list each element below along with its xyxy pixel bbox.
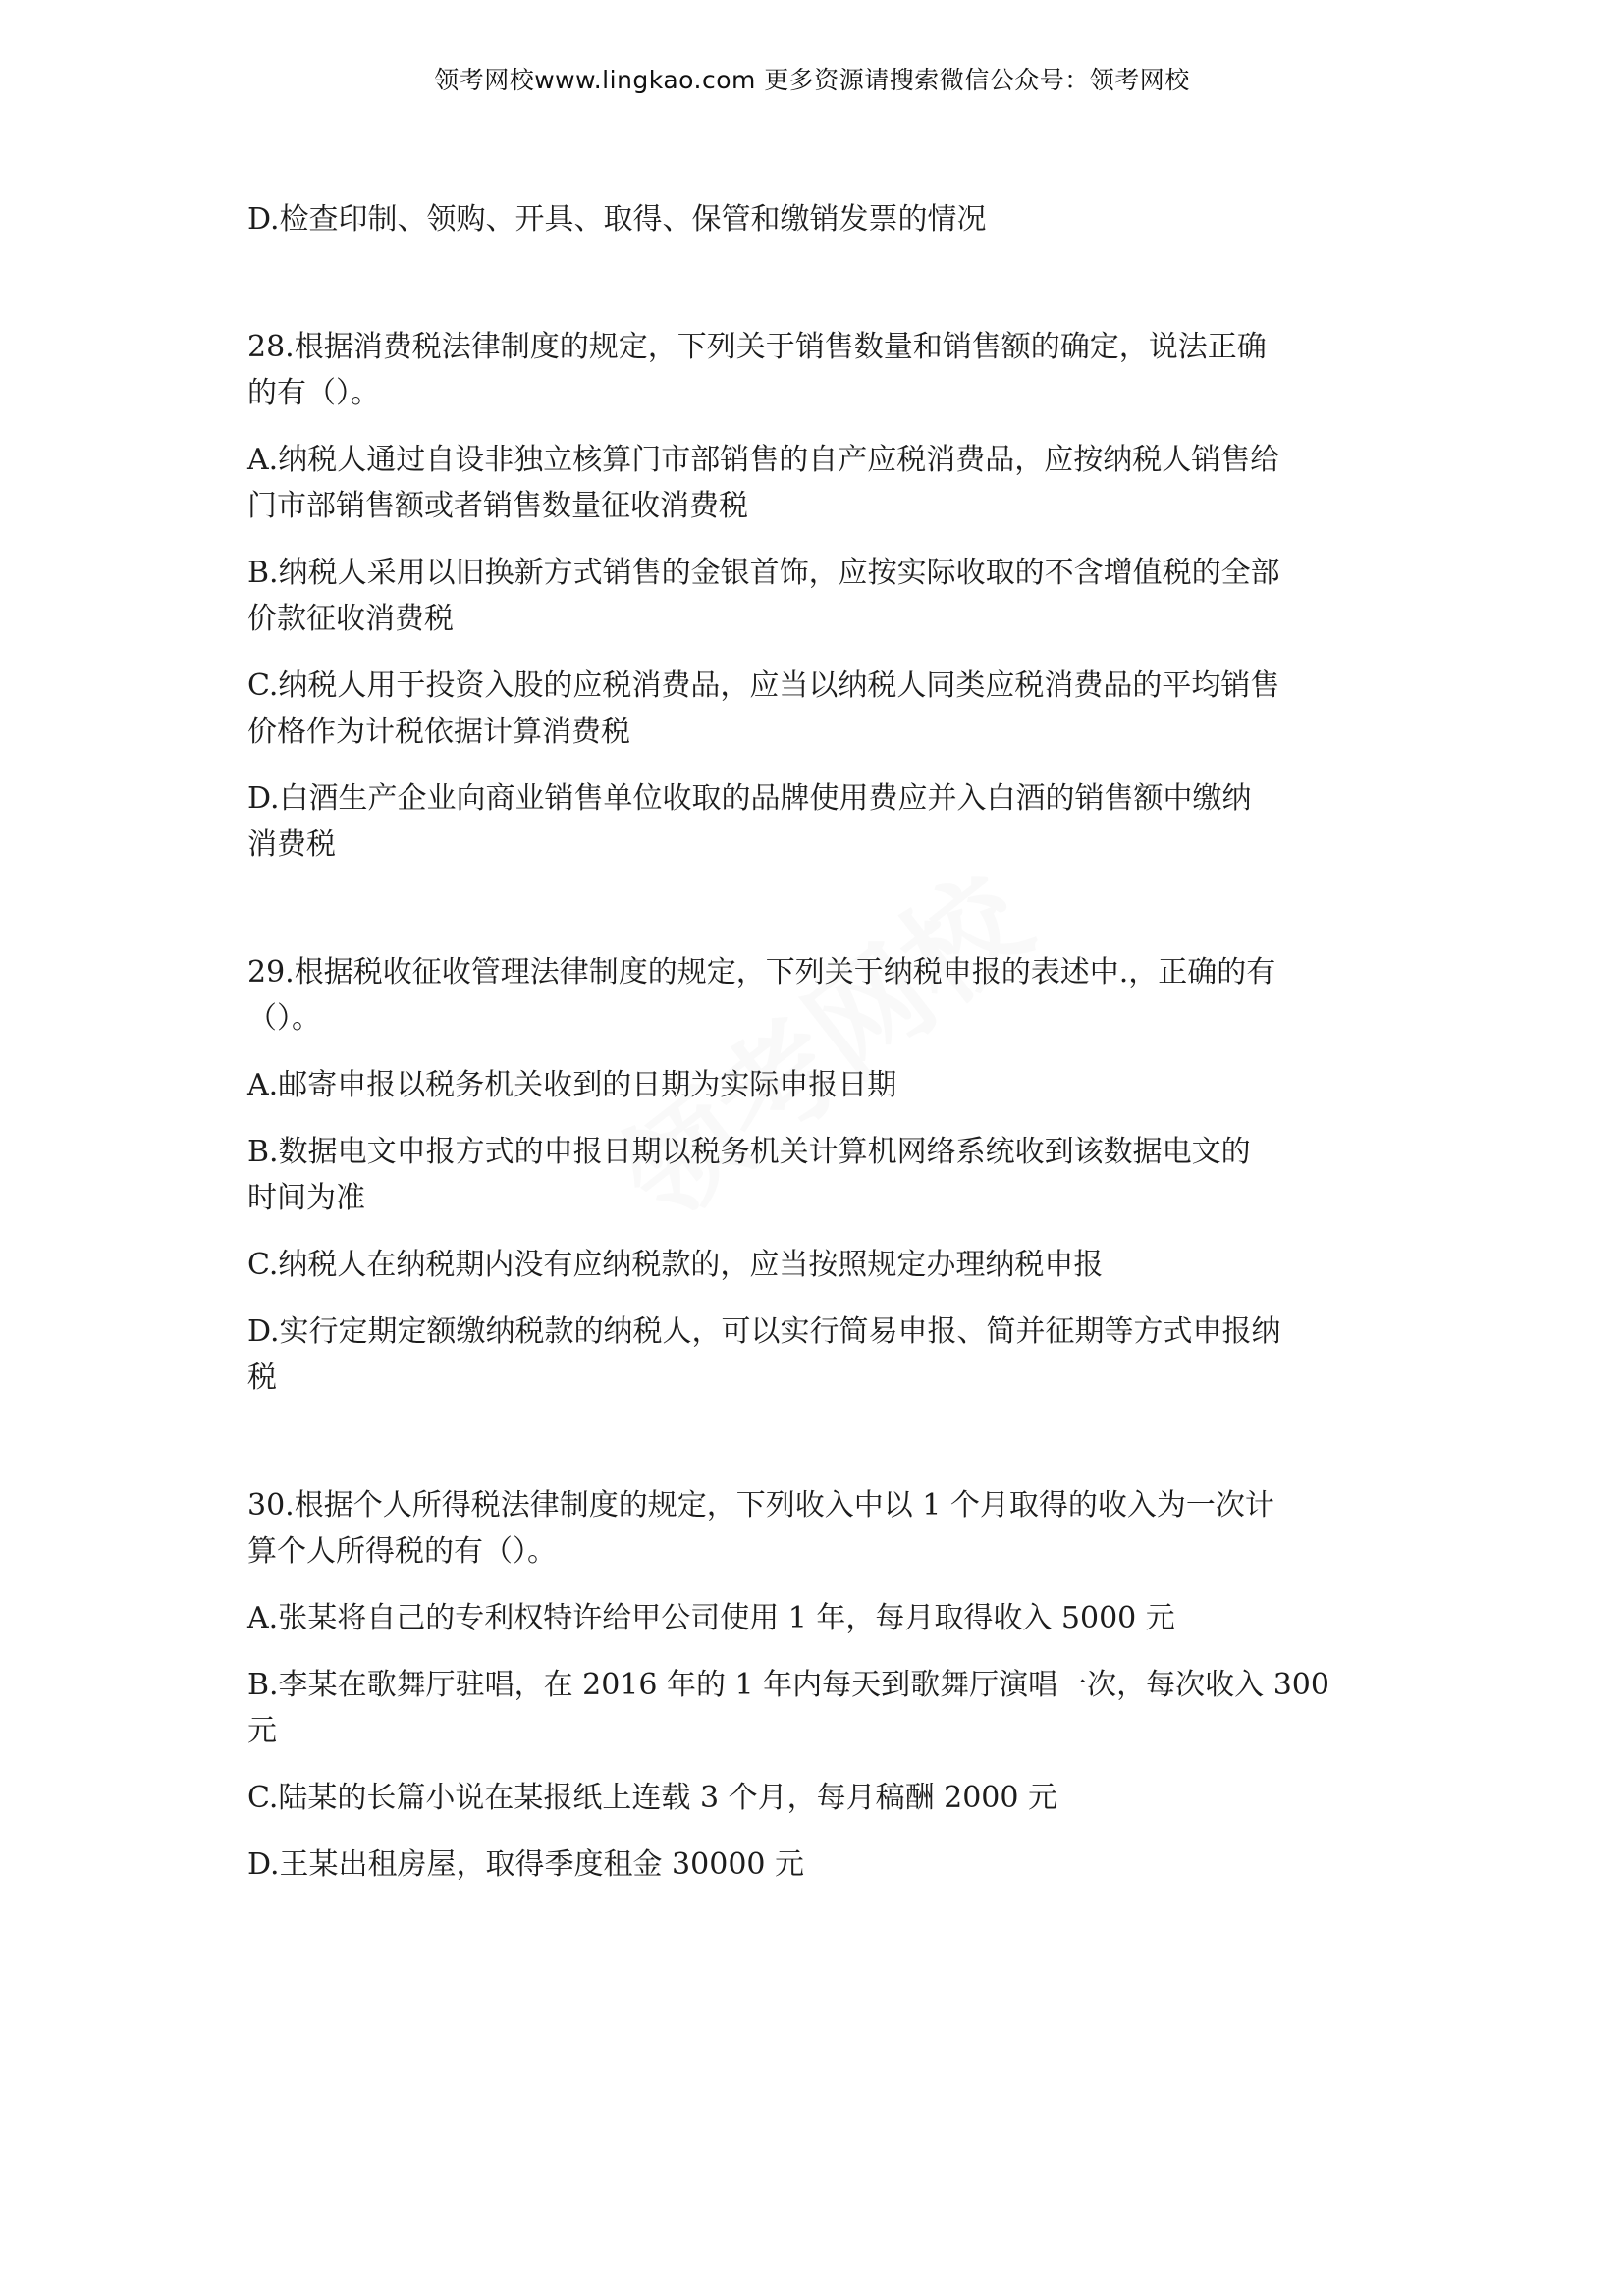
q29-option-d-line1: D.实行定期定额缴纳税款的纳税人，可以实行简易申报、简并征期等方式申报纳 [247,1314,1281,1349]
q29-option-c [247,1242,1391,1288]
q28-option-c-line2: 价格作为计税依据计算消费税 [247,715,630,749]
q28-option-a-line2: 门市部销售额或者销售数量征收消费税 [247,489,748,523]
page-header: 领考网校www.lingkao.com 更多资源请搜索微信公众号：领考网校 [434,66,1190,94]
q28-stem-line2: 的有（）。 [247,376,380,410]
q29-option-a-line: A.邮寄申报以税务机关收到的日期为实际申报日期 [247,1068,897,1102]
q30-option-b-line1: B.李某在歌舞厅驻唱，在 2016 年的 1 年内每天到歌舞厅演唱一次，每次收入 300 [247,1668,1329,1702]
q29-option-d [247,1308,1391,1401]
q30-option-d [247,1842,1391,1888]
q28-option-b [247,550,1391,642]
q28-option-b-line1: B.纳税人采用以旧换新方式销售的金银首饰，应按实际收取的不含增值税的全部 [247,556,1280,590]
q30-option-c-line: C.陆某的长篇小说在某报纸上连载 3 个月，每月稿酬 2000 元 [247,1781,1057,1815]
question-27-tail [247,196,1391,242]
q29-option-d-line2: 税 [247,1361,277,1395]
q28-stem-line1: 28.根据消费税法律制度的规定，下列关于销售数量和销售额的确定，说法正确 [247,330,1267,364]
q28-option-d-line2: 消费税 [247,828,336,862]
q29-option-b-line2: 时间为准 [247,1181,365,1215]
q30-option-c [247,1775,1391,1821]
q30-stem-line1: 30.根据个人所得税法律制度的规定，下列收入中以 1 个月取得的收入为一次计 [247,1488,1274,1522]
q30-option-d-line: D.王某出租房屋，取得季度租金 30000 元 [247,1847,805,1882]
q29-option-c-line: C.纳税人在纳税期内没有应纳税款的，应当按照规定办理纳税申报 [247,1248,1104,1282]
q27-option-d: D.检查印制、领购、开具、取得、保管和缴销发票的情况 [247,202,987,237]
q29-option-b-line1: B.数据电文申报方式的申报日期以税务机关计算机网络系统收到该数据电文的 [247,1135,1251,1169]
q28-option-b-line2: 价款征收消费税 [247,602,454,636]
q30-option-a [247,1595,1391,1641]
q30-option-a-line: A.张某将自己的专利权特许给甲公司使用 1 年，每月取得收入 5000 元 [247,1601,1175,1635]
q28-option-a [247,437,1391,529]
question-content [247,196,1391,1888]
question-28 [247,324,1391,868]
q28-option-c-line1: C.纳税人用于投资入股的应税消费品，应当以纳税人同类应税消费品的平均销售 [247,668,1280,703]
q30-option-b-line2: 元 [247,1714,277,1748]
q28-option-a-line1: A.纳税人通过自设非独立核算门市部销售的自产应税消费品，应按纳税人销售给 [247,443,1280,477]
q30-option-b [247,1662,1391,1754]
q28-option-d [247,775,1391,868]
q28-option-d-line1: D.白酒生产企业向商业销售单位收取的品牌使用费应并入白酒的销售额中缴纳 [247,781,1252,816]
q29-stem-line2: （）。 [247,1001,321,1036]
q29-option-b [247,1129,1391,1221]
question-30 [247,1482,1391,1888]
q30-stem-line2: 算个人所得税的有（）。 [247,1534,557,1569]
q29-stem-line1: 29.根据税收征收管理法律制度的规定，下列关于纳税申报的表述中.，正确的有 [247,955,1276,989]
question-29 [247,949,1391,1401]
q29-option-a [247,1062,1391,1108]
q28-option-c [247,663,1391,755]
